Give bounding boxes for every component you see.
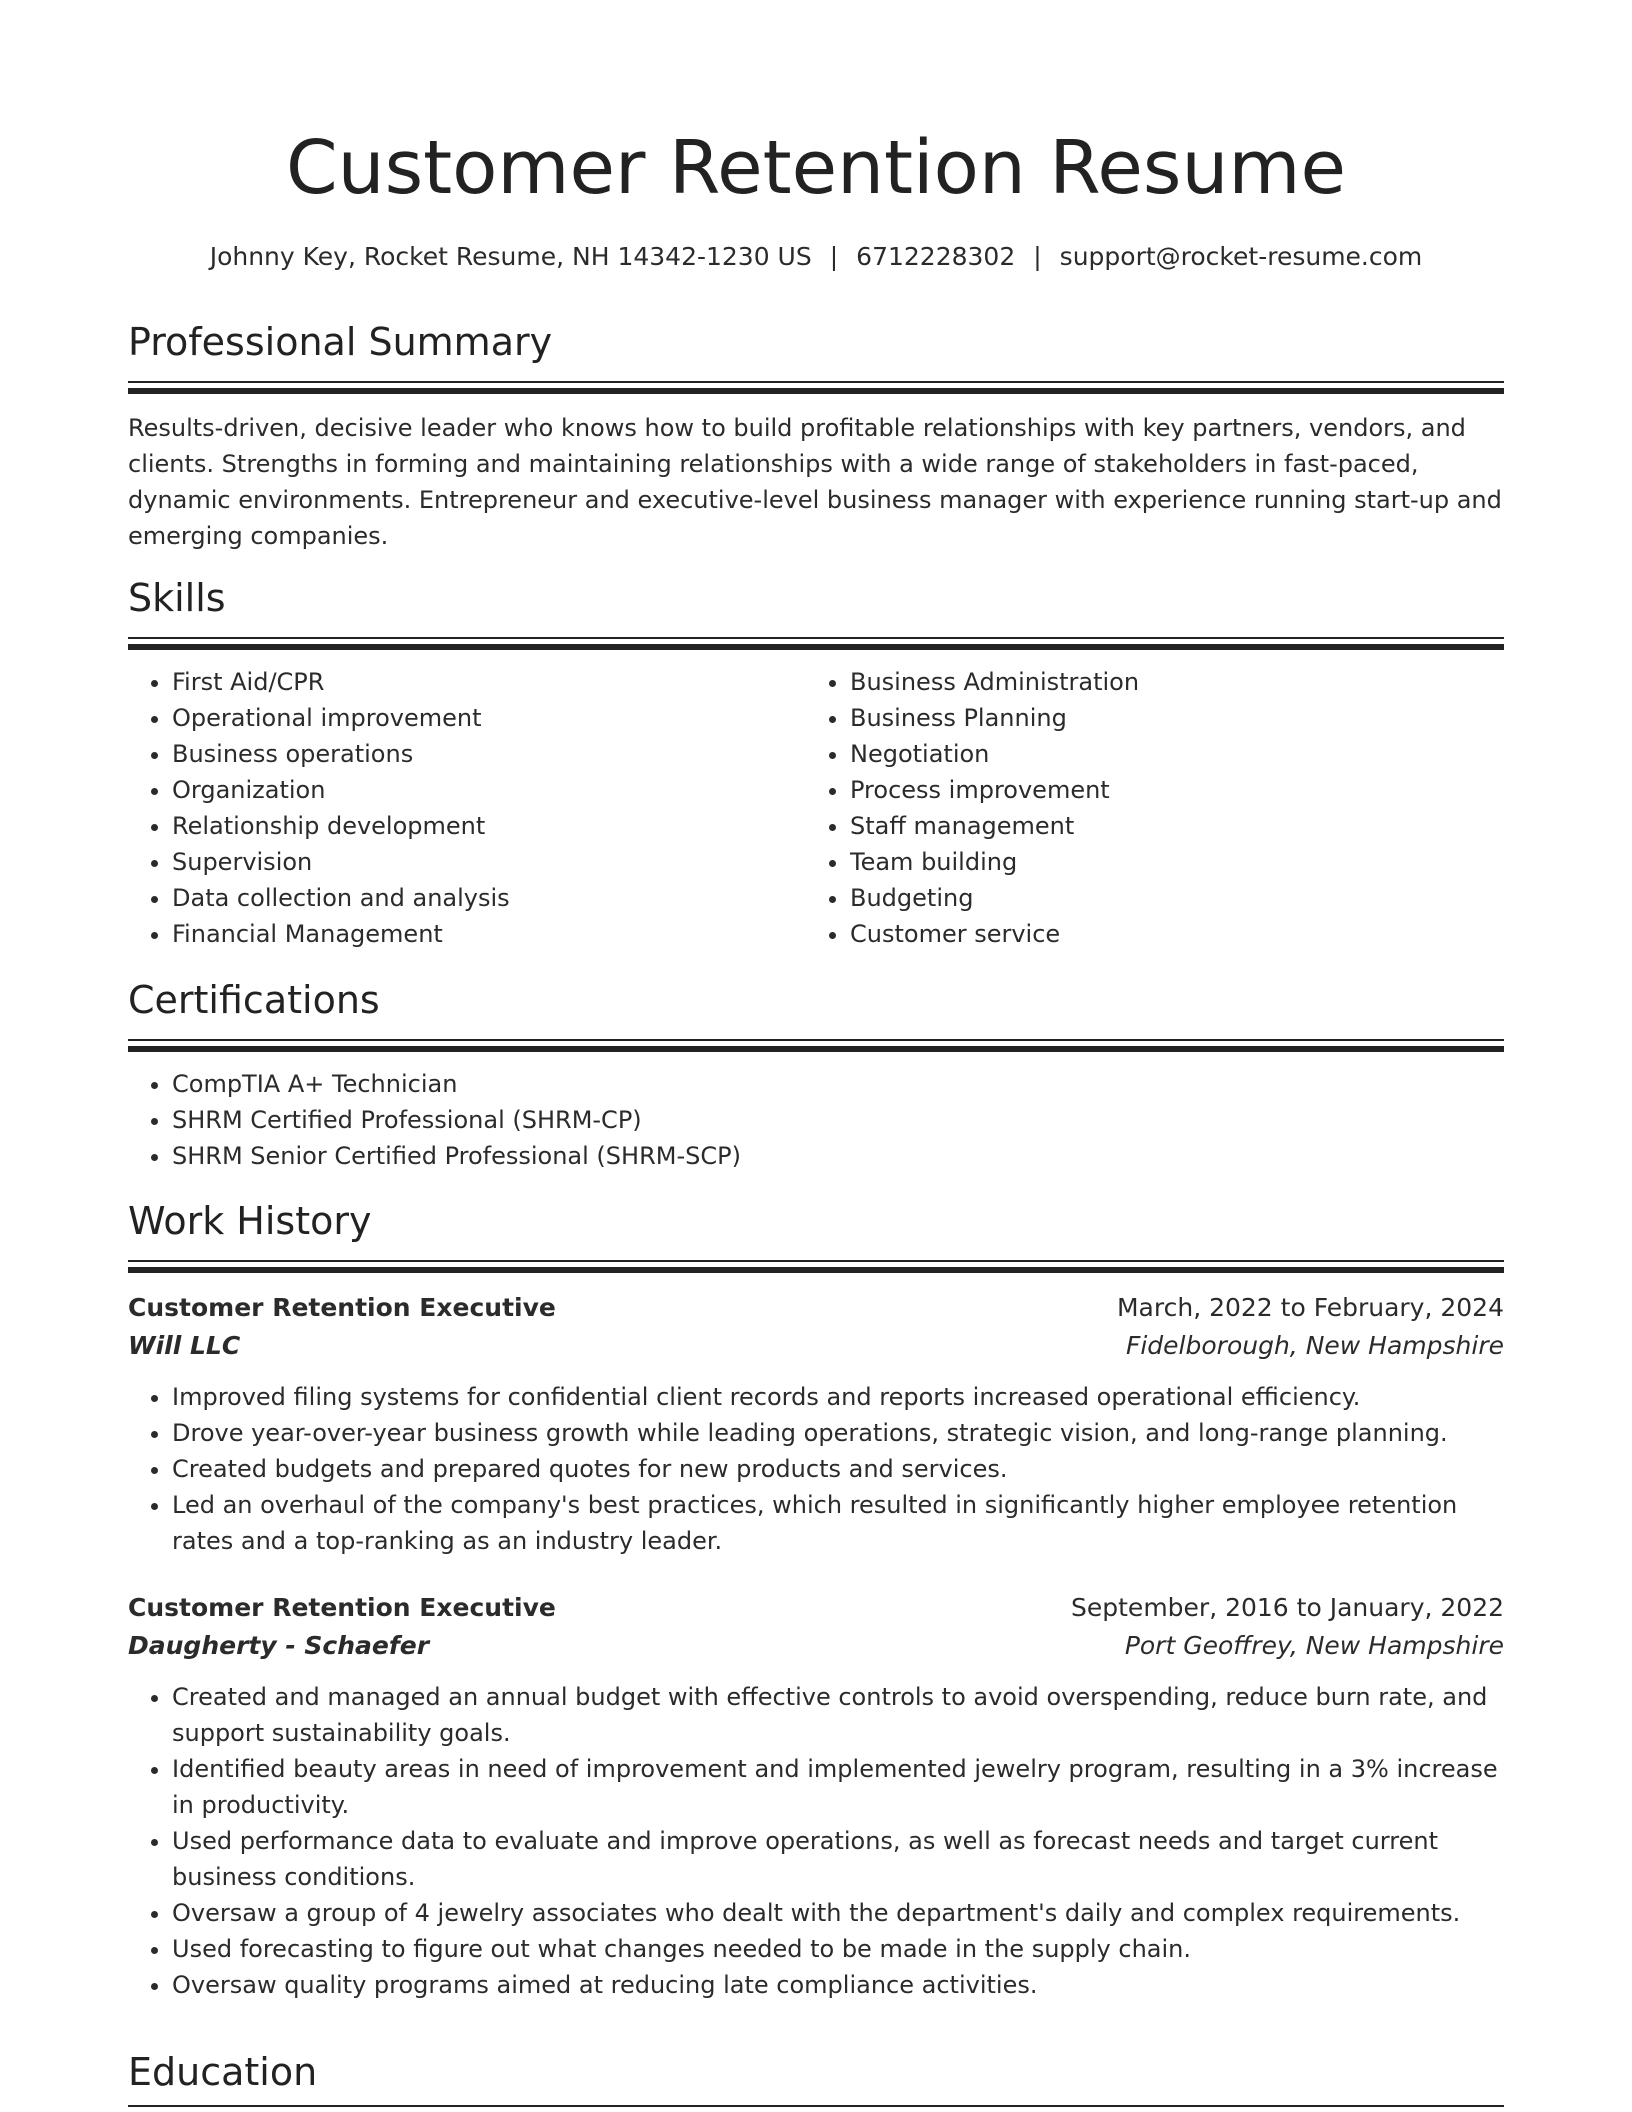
summary-text: Results-driven, decisive leader who knows how to build profitable relationships with key partners, vendors, and clients. Strengths in forming and maintaining relationships with a wide range of stakeholders in fast-paced, dynamic environments. Entrepreneur and executive-level business manager with experience running start-up and emerging companies.: [128, 414, 1502, 550]
job-bullet: • Oversaw quality programs aimed at reducing late compliance activities.: [172, 1967, 1504, 2003]
skills-section: [128, 573, 1504, 952]
job-entry: [128, 1289, 1504, 1559]
skill-item: • Customer service: [850, 916, 1484, 952]
section-heading: Education: [128, 2050, 318, 2094]
job-bullet: • Led an overhaul of the company's best practices, which resulted in significantly higher employee retention rates and a top-ranking as an industry leader.: [172, 1487, 1504, 1559]
contact-separator: |: [829, 242, 839, 271]
skill-item: • Team building: [850, 844, 1484, 880]
job-bullets: [128, 1679, 1504, 2003]
skill-item: • Business Administration: [850, 664, 1484, 700]
contact-email: support@rocket-resume.com: [1059, 242, 1423, 271]
contact-separator: |: [1033, 242, 1042, 271]
skill-item: • Supervision: [172, 844, 806, 880]
skills-list-right: [806, 664, 1484, 952]
job-bullet: • Created and managed an annual budget with effective controls to avoid overspending, reduce burn rate, and support sustainability goals.: [172, 1679, 1504, 1751]
skill-item: • Process improvement: [850, 772, 1484, 808]
section-heading: Professional Summary: [128, 320, 553, 364]
job-bullet: • Used forecasting to figure out what changes needed to be made in the supply chain.: [172, 1931, 1504, 1967]
job-title: Customer Retention Executive: [128, 1293, 556, 1322]
section-divider: [128, 1046, 1504, 1052]
section-divider: [128, 381, 1504, 383]
skill-item: • Business Planning: [850, 700, 1484, 736]
skill-item: • Business operations: [172, 736, 806, 772]
job-bullet: • Used performance data to evaluate and improve operations, as well as forecast needs and target current business conditions.: [172, 1823, 1504, 1895]
job-company: Daugherty - Schaefer: [128, 1631, 430, 1660]
contact-address: Johnny Key, Rocket Resume, NH 14342-1230 US: [209, 242, 812, 271]
skill-item: • Data collection and analysis: [172, 880, 806, 916]
job-subheader: [128, 1627, 1504, 1665]
skill-item: • Negotiation: [850, 736, 1484, 772]
skill-item: • Financial Management: [172, 916, 806, 952]
certification-item: • SHRM Senior Certified Professional (SHRM-SCP): [172, 1138, 1504, 1174]
job-dates: March, 2022 to February, 2024: [1116, 1293, 1504, 1322]
skills-list-left: [128, 664, 806, 952]
skill-item: • Staff management: [850, 808, 1484, 844]
job-bullets: [128, 1379, 1504, 1559]
skill-item: • First Aid/CPR: [172, 664, 806, 700]
section-divider: [128, 2105, 1504, 2107]
job-title: Customer Retention Executive: [128, 1593, 556, 1622]
certification-item: • SHRM Certified Professional (SHRM-CP): [172, 1102, 1504, 1138]
contact-phone: 6712228302: [856, 242, 1016, 271]
job-bullet: • Created budgets and prepared quotes for new products and services.: [172, 1451, 1504, 1487]
job-entry: [128, 1589, 1504, 2003]
job-bullet: • Oversaw a group of 4 jewelry associates who dealt with the department's daily and complex requirements.: [172, 1895, 1504, 1931]
section-heading: Skills: [128, 576, 226, 620]
section-divider: [128, 1039, 1504, 1041]
job-location: Port Geoffrey, New Hampshire: [1124, 1631, 1504, 1660]
job-header: [128, 1589, 1504, 1627]
section-divider: [128, 1260, 1504, 1262]
section-divider: [128, 637, 1504, 639]
skill-item: • Budgeting: [850, 880, 1484, 916]
certification-item: • CompTIA A+ Technician: [172, 1066, 1504, 1102]
certifications-list: [128, 1066, 1504, 1174]
job-dates: September, 2016 to January, 2022: [1071, 1593, 1504, 1622]
job-subheader: [128, 1327, 1504, 1365]
job-bullet: • Identified beauty areas in need of improvement and implemented jewelry program, resulting in a 3% increase in productivity.: [172, 1751, 1504, 1823]
summary-section: [128, 317, 1504, 554]
job-bullet: • Drove year-over-year business growth while leading operations, strategic vision, and long-range planning.: [172, 1415, 1504, 1451]
job-company: Will LLC: [128, 1331, 241, 1360]
education-section: [128, 2047, 1504, 2107]
section-heading: Certifications: [128, 978, 380, 1022]
skill-item: • Organization: [172, 772, 806, 808]
resume-title: Customer Retention Resume: [286, 125, 1346, 211]
section-divider: [128, 388, 1504, 394]
skills-columns: [128, 650, 1504, 952]
job-location: Fidelborough, New Hampshire: [1125, 1331, 1504, 1360]
section-divider: [128, 1267, 1504, 1273]
contact-line: [128, 238, 1504, 276]
work-history-section: [128, 1196, 1504, 2003]
skill-item: • Operational improvement: [172, 700, 806, 736]
section-heading: Work History: [128, 1199, 372, 1243]
job-header: [128, 1289, 1504, 1327]
certifications-section: [128, 975, 1504, 1174]
job-bullet: • Improved filing systems for confidential client records and reports increased operational efficiency.: [172, 1379, 1504, 1415]
skill-item: • Relationship development: [172, 808, 806, 844]
